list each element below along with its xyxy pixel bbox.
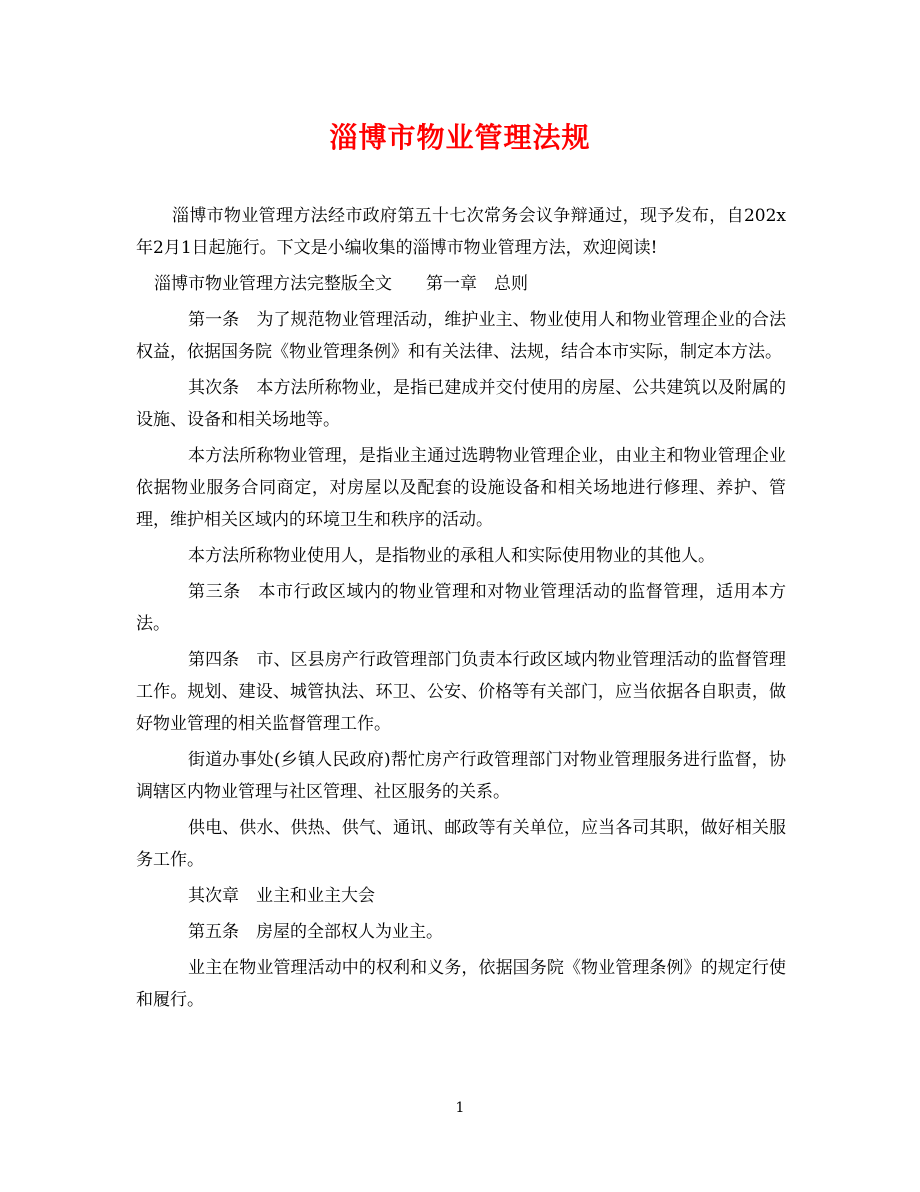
paragraph-article-4-street-office: 街道办事处(乡镇人民政府)帮忙房产行政管理部门对物业管理服务进行监督，协调辖区内物业管理与社区管理、社区服务的关系。 [136,750,786,802]
document-body [136,200,786,1020]
paragraph-chapter-one-heading: 淄博市物业管理方法完整版全文 第一章 总则 [154,274,528,294]
paragraph-article-2-user: 本方法所称物业使用人，是指物业的承租人和实际使用物业的其他人。 [188,546,715,566]
paragraph-article-4: 第四条 市、区县房产行政管理部门负责本行政区域内物业管理活动的监督管理工作。规划、建设、城管执法、环卫、公安、价格等有关部门，应当依据各自职责，做好物业管理的相关监督管理工作。 [136,650,786,734]
paragraph-article-4-utilities: 供电、供水、供热、供气、通讯、邮政等有关单位，应当各司其职，做好相关服务工作。 [136,818,786,870]
paragraph-article-3: 第三条 本市行政区域内的物业管理和对物业管理活动的监督管理，适用本方法。 [136,582,786,634]
page-number: 1 [455,1100,465,1116]
paragraph-article-2-management: 本方法所称物业管理，是指业主通过选聘物业管理企业，由业主和物业管理企业依据物业服务合同商定，对房屋以及配套的设施设备和相关场地进行修理、养护、管理，维护相关区域内的环境卫生和秩序的活动。 [136,446,786,530]
paragraph-intro: 淄博市物业管理方法经市政府第五十七次常务会议争辩通过，现予发布，自202x年2月1日起施行。下文是小编收集的淄博市物业管理方法，欢迎阅读! [136,206,786,258]
paragraph-article-5: 第五条 房屋的全部权人为业主。 [188,922,443,942]
paragraph-chapter-two-heading: 其次章 业主和业主大会 [188,886,375,906]
paragraph-article-5-rights: 业主在物业管理活动中的权利和义务，依据国务院《物业管理条例》的规定行使和履行。 [136,958,786,1010]
paragraph-article-1: 第一条 为了规范物业管理活动，维护业主、物业使用人和物业管理企业的合法权益，依据国务院《物业管理条例》和有关法律、法规，结合本市实际，制定本方法。 [136,310,786,362]
paragraph-article-2: 其次条 本方法所称物业，是指已建成并交付使用的房屋、公共建筑以及附属的设施、设备和相关场地等。 [136,378,786,430]
document-title: 淄博市物业管理法规 [329,121,591,154]
